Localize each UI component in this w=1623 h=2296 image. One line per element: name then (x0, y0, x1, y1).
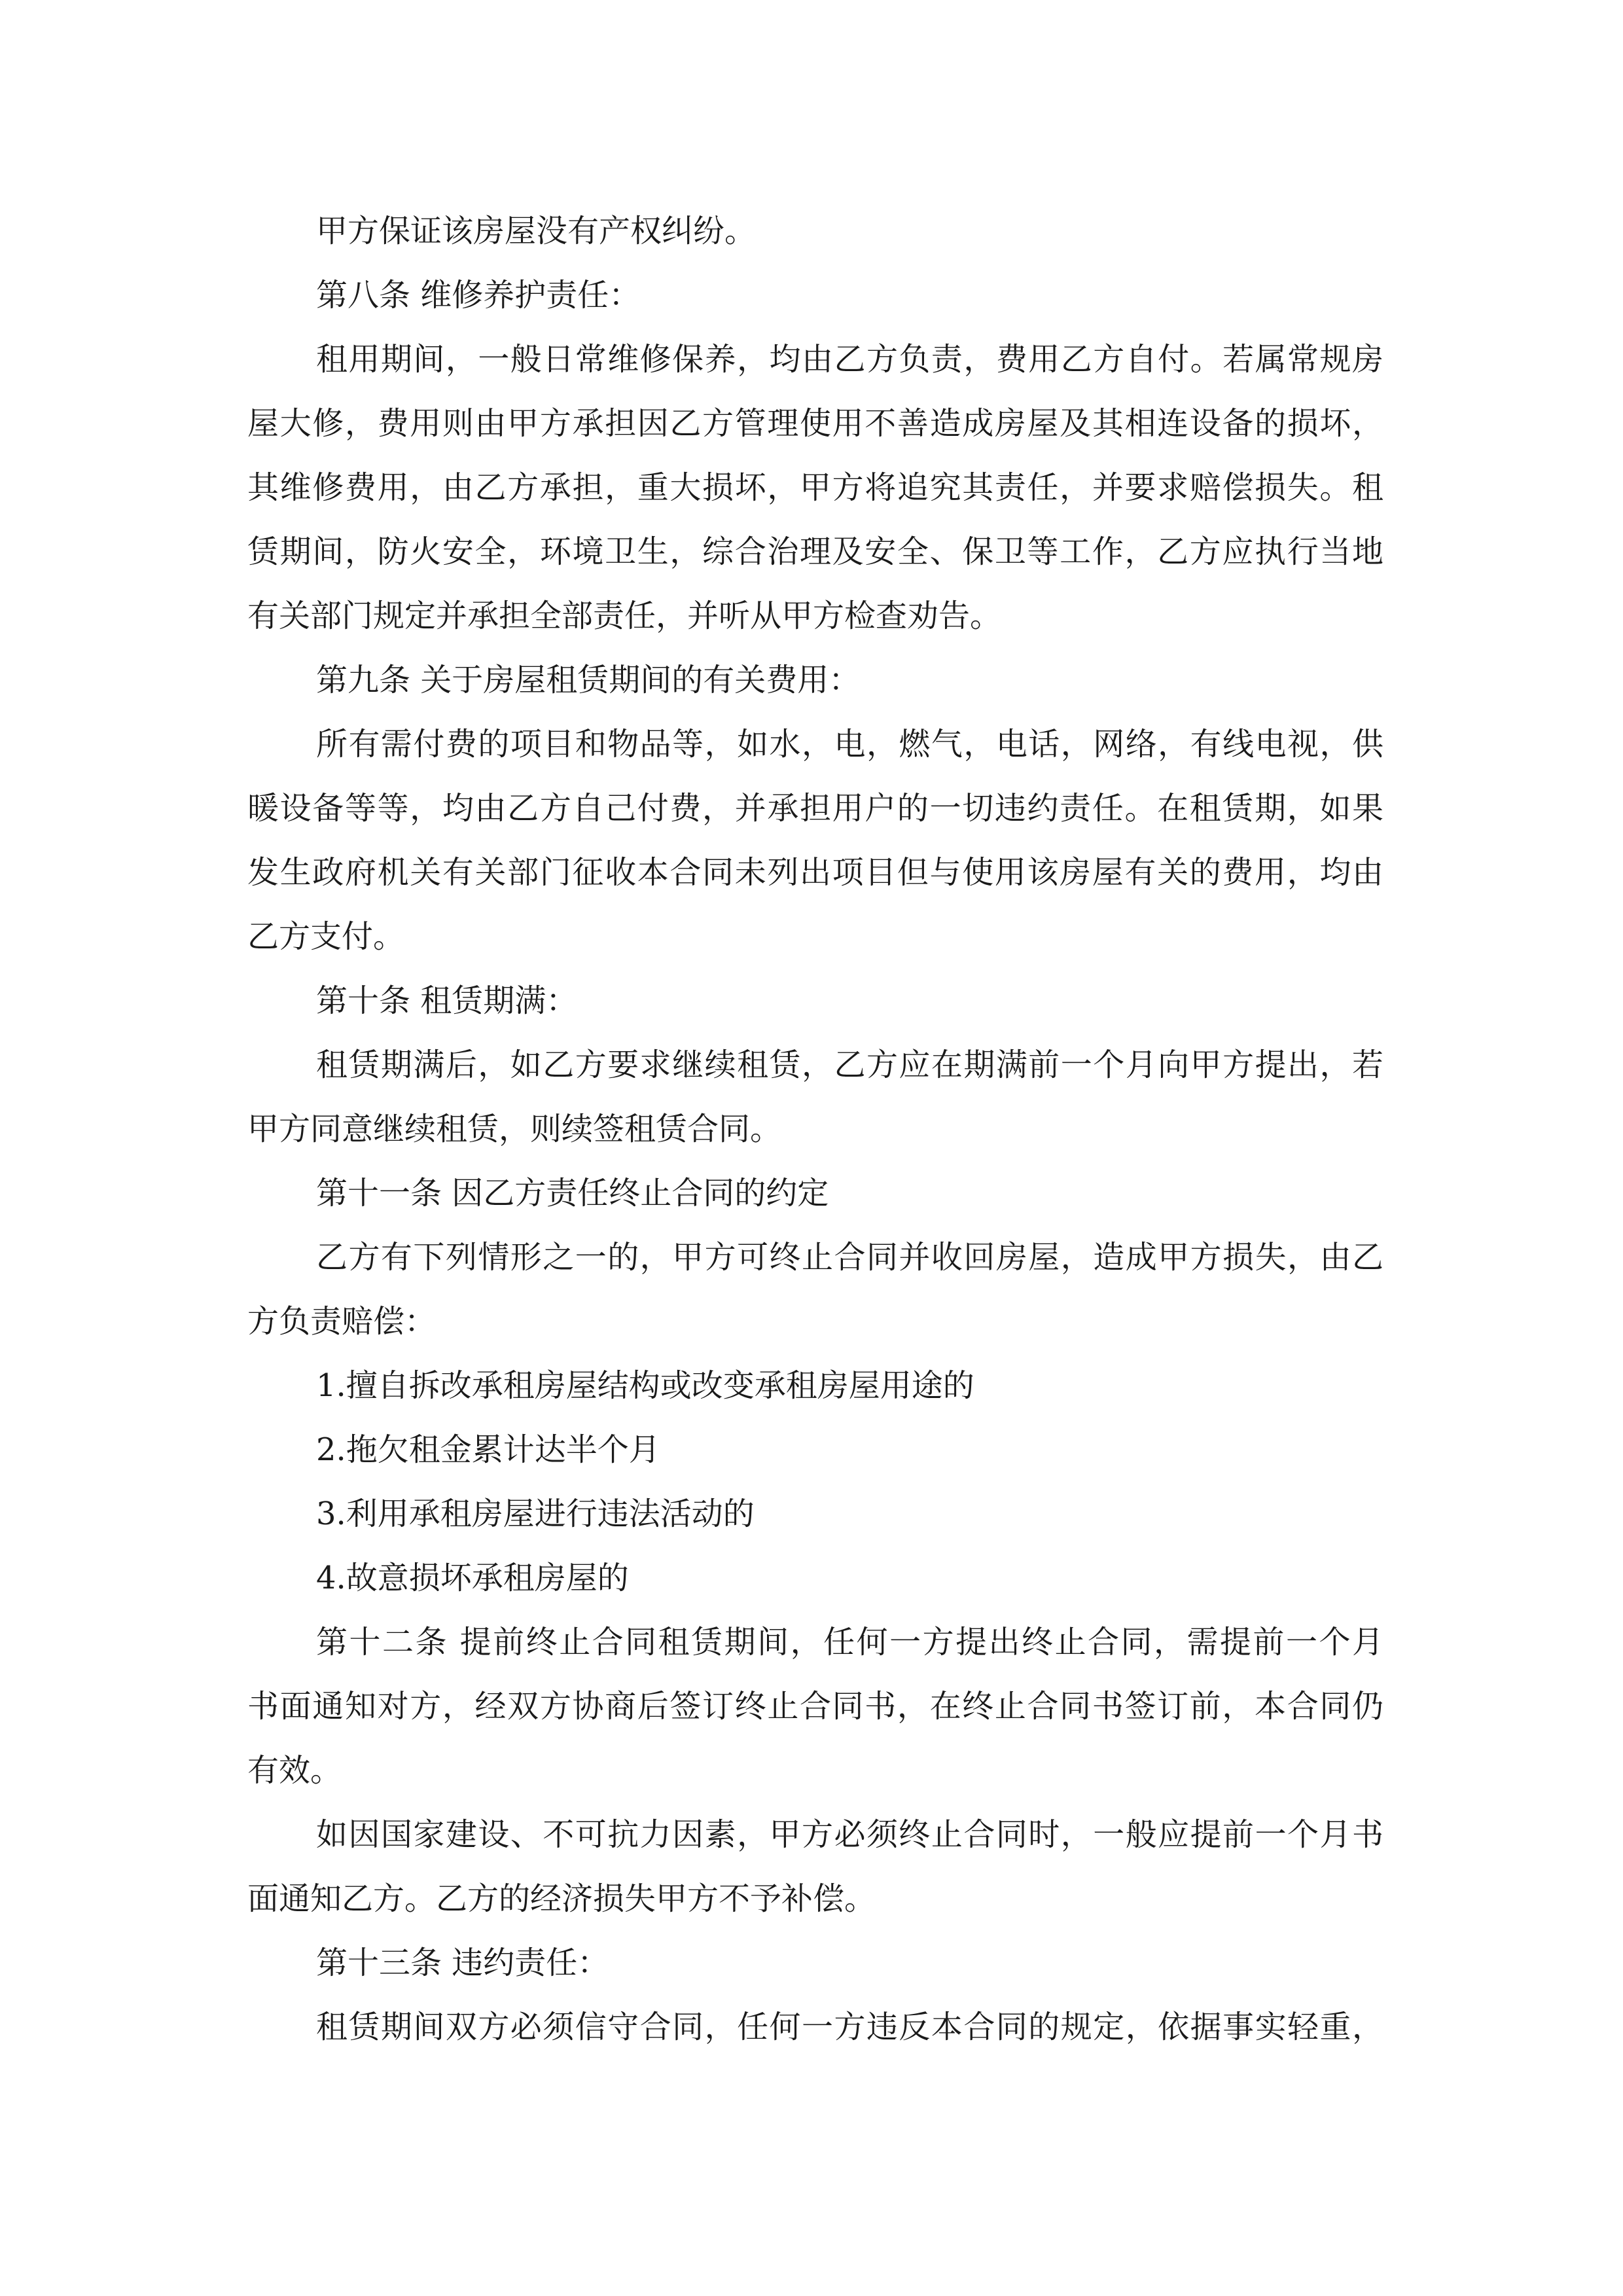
clause-heading (247, 969, 1623, 1033)
clause-heading-text: 第九条 关于房屋租赁期间的有关费用： (316, 662, 861, 698)
text-line: 方负责赔偿： (247, 1303, 437, 1340)
text-line: 屋大修，费用则由甲方承担因乙方管理使用不善造成房屋及其相连设备的损坏， (247, 405, 1383, 442)
paragraph (247, 1033, 1623, 1161)
clause-heading (247, 263, 1623, 327)
clause-heading-text: 第十条 租赁期满： (316, 982, 578, 1019)
paragraph (247, 1610, 1623, 1803)
paragraph (247, 712, 1623, 969)
clause-heading-text: 第八条 维修养护责任： (316, 277, 641, 314)
text-line: 其维修费用，由乙方承担，重大损坏，甲方将追究其责任，并要求赔偿损失。租 (247, 469, 1383, 506)
list-item-text: 1.擅自拆改承租房屋结构或改变承租房屋用途的 (316, 1367, 974, 1404)
paragraph (247, 1803, 1623, 1931)
text-line: 有效。 (247, 1752, 342, 1789)
clause-heading (247, 1161, 1623, 1225)
paragraph (247, 1225, 1623, 1354)
list-item (247, 1418, 1623, 1482)
clause-heading (247, 648, 1623, 712)
text-line: 租赁期间双方必须信守合同，任何一方违反本合同的规定，依据事实轻重， (316, 2009, 1383, 2045)
text-line: 所有需付费的项目和物品等，如水，电，燃气，电话，网络，有线电视，供 (316, 726, 1383, 762)
text-line: 第十二条 提前终止合同租赁期间，任何一方提出终止合同，需提前一个月 (316, 1624, 1383, 1660)
list-item-text: 3.利用承租房屋进行违法活动的 (316, 1496, 755, 1532)
list-item (247, 1546, 1623, 1610)
text-line: 租赁期满后，如乙方要求继续租赁，乙方应在期满前一个月向甲方提出，若 (316, 1047, 1383, 1083)
clause-heading-text: 第十一条 因乙方责任终止合同的约定 (316, 1175, 829, 1211)
paragraph (247, 199, 1623, 263)
list-item (247, 1354, 1623, 1418)
text-line: 甲方保证该房屋没有产权纠纷。 (316, 213, 757, 249)
text-line: 暖设备等等，均由乙方自己付费，并承担用户的一切违约责任。在租赁期，如果 (247, 790, 1383, 827)
clause-heading-text: 第十三条 违约责任： (316, 1945, 609, 1981)
text-line: 乙方支付。 (247, 918, 405, 955)
text-line: 书面通知对方，经双方协商后签订终止合同书，在终止合同书签订前，本合同仍 (247, 1688, 1383, 1725)
text-line: 甲方同意继续租赁，则续签租赁合同。 (247, 1111, 782, 1147)
list-item (247, 1482, 1623, 1546)
text-line: 发生政府机关有关部门征收本合同未列出项目但与使用该房屋有关的费用，均由 (247, 854, 1383, 891)
text-line: 乙方有下列情形之一的，甲方可终止合同并收回房屋，造成甲方损失，由乙 (316, 1239, 1383, 1276)
text-line: 租用期间，一般日常维修保养，均由乙方负责，费用乙方自付。若属常规房 (316, 341, 1383, 378)
paragraph (247, 327, 1623, 648)
text-line: 如因国家建设、不可抗力因素，甲方必须终止合同时，一般应提前一个月书 (316, 1816, 1383, 1853)
list-item-text: 2.拖欠租金累计达半个月 (316, 1431, 660, 1468)
text-line: 面通知乙方。乙方的经济损失甲方不予补偿。 (247, 1880, 876, 1917)
text-line: 有关部门规定并承担全部责任，并听从甲方检查劝告。 (247, 598, 1002, 634)
text-line: 赁期间，防火安全，环境卫生，综合治理及安全、保卫等工作，乙方应执行当地 (247, 533, 1383, 570)
clause-heading (247, 1931, 1623, 1995)
paragraph (247, 1995, 1623, 2059)
list-item-text: 4.故意损坏承租房屋的 (316, 1560, 629, 1596)
